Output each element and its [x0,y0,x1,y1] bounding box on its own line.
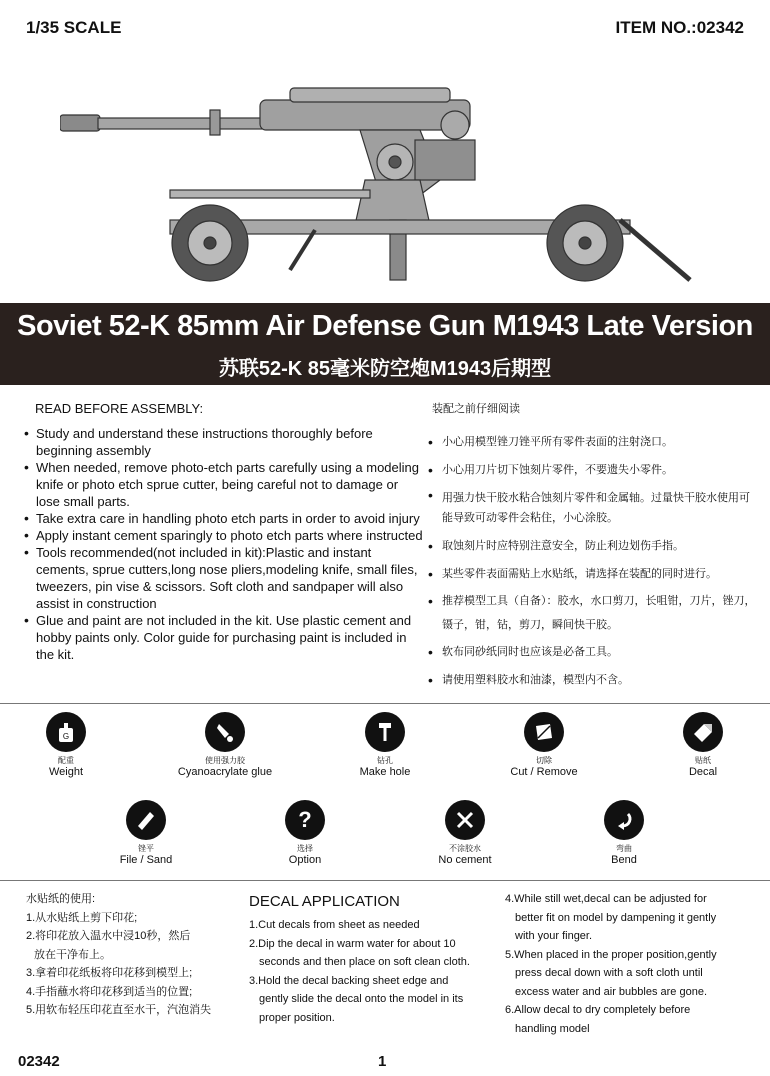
icon-drill: 钻孔 Make hole [330,712,440,779]
instruction-item-zh: • 推荐模型工具（自备）：胶水，水口剪刀，长咀钳，刀片，锉刀，镊子，钳，钻，剪刀，瞬间快干胶。 [428,589,758,637]
instruction-item: • Glue and paint are not included in the kit. Use plastic cement and hobby paints only. Color guide for purchasing paint is included in the kit. [24,612,424,663]
scale-label: 1/35 SCALE [26,18,122,37]
instructions-english [24,401,424,663]
instruction-item: • When needed, remove photo-etch parts carefully using a modeling knife or photo etch sprue cutter, being careful not to damage or lose small parts. [24,459,424,510]
instruction-item-zh: • 某些零件表面需贴上水贴纸，请选择在装配的同时进行。 [428,561,758,587]
file-icon [126,800,166,840]
instruction-item-zh: • 小心用刀片切下蚀刻片零件，不要遗失小零件。 [428,457,758,483]
instruction-item: • Tools recommended(not included in kit):Plastic and instant cements, sprue cutters,long nose pliers,modeling knife, small files, tweezers, pin vise & scissors. Soft cloth and sandpaper will also assist in construction [24,544,424,612]
instruction-item-zh: • 小心用模型锉刀锉平所有零件表面的注射浇口。 [428,429,758,455]
decal-instructions-en-2: 4.While still wet,decal can be adjusted for better fit on model by dampening it gently with your finger. 5.When placed in the proper position,gently press decal down with a soft cloth until excess water and air bubbles are gone. 6.Allow decal to dry completely before handling model [505,893,717,1035]
icon-bend: 弯曲 Bend [569,800,679,867]
instructions-heading-zh: 装配之前仔细阅读 [432,403,520,415]
weight-icon [46,712,86,752]
instruction-item-zh: • 请使用塑料胶水和油漆，模型内不含。 [428,667,758,693]
decal-instructions-en-1: DECAL APPLICATION 1.Cut decals from sheet as needed 2.Dip the decal in warm water for about 10 seconds and then place on soft clean cloth. 3.Hold the decal backing sheet edge and gently slide the decal onto the model in its proper position. [249,893,470,1024]
svg-text:G: G [62,732,70,741]
title-chinese: 苏联52-K 85毫米防空炮M1943后期型 [218,358,552,380]
icon-decal: 贴纸 Decal [648,712,758,779]
title-english: Soviet 52-K 85mm Air Defense Gun M1943 Late Version [17,310,753,342]
instruction-item: • Apply instant cement sparingly to photo etch parts where instructed [24,527,424,544]
item-number: ITEM NO.:02342 [615,18,744,37]
divider [0,880,770,881]
instruction-item-zh: • 取蚀刻片时应特别注意安全，防止利边划伤手指。 [428,533,758,559]
instruction-item: • Study and understand these instructions thoroughly before beginning assembly [24,425,424,459]
decal-icon [683,712,723,752]
instructions-chinese [428,400,758,695]
decal-instructions-zh: 水贴纸的使用: 1.从水贴纸上剪下印花; 2.将印花放入温水中浸10秒，然后 放在干净布上。 3.拿着印花纸板将印花移到模型上; 4.手指蘸水将印花移到适当的位置; 5.用软布轻压印花直至水干，汽泡消失 [26,893,212,1016]
no-cement-icon [445,800,485,840]
instruction-item: • Take extra care in handling photo etch parts in order to avoid injury [24,510,424,527]
cut-icon [524,712,564,752]
divider [0,703,770,704]
page-number: 1 [378,1053,387,1070]
footer-item-number: 02342 [18,1053,60,1070]
instruction-item-zh: • 软布同砂纸同时也应该是必备工具。 [428,639,758,665]
icon-no-cement: 不涂胶水 No cement [410,800,520,867]
instruction-item-zh: • 用强力快干胶水粘合蚀刻片零件和金属轴。过量快干胶水使用可能导致可动零件会粘住，小心涂胶。 [428,485,758,531]
icon-cut: 切除 Cut / Remove [489,712,599,779]
icon-option: ? 选择 Option [250,800,360,867]
icon-file: 锉平 File / Sand [91,800,201,867]
icon-weight: G 配重 Weight [11,712,121,779]
glue-icon [205,712,245,752]
drill-icon [365,712,405,752]
bend-arrow-icon [604,800,644,840]
icon-glue: 使用强力胶 Cyanoacrylate glue [170,712,280,779]
gun-illustration [60,70,710,302]
question-icon: ? [285,800,325,840]
instructions-heading: READ BEFORE ASSEMBLY: [35,401,204,416]
decal-application-title: DECAL APPLICATION [249,893,400,910]
